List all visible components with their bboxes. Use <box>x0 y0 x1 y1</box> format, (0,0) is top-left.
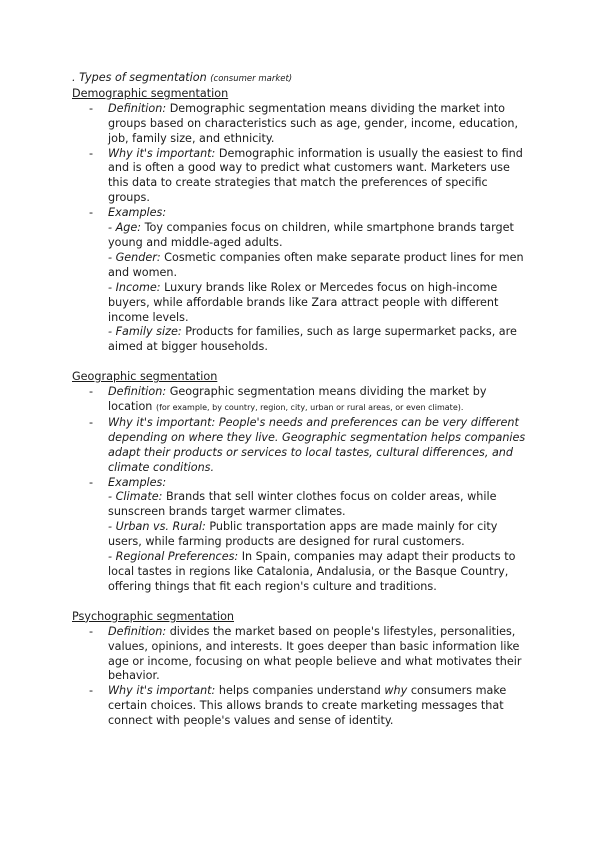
example-text: Brands that sell winter clothes focus on colder areas, while sunscreen brands target warmer climates. <box>108 490 497 519</box>
example-text: Products for families, such as large supermarket packs, are aimed at bigger households. <box>108 325 517 354</box>
example-gender <box>108 251 532 281</box>
why-emphasis: why <box>384 684 408 698</box>
bullet-dash: - <box>89 146 94 160</box>
example-text: Toy companies focus on children, while smartphone brands target young and middle-aged adults. <box>108 221 514 249</box>
psychographic-definition-item <box>72 625 532 685</box>
geographic-examples-item <box>72 476 532 595</box>
bullet-dash: - <box>89 385 94 399</box>
bullet-dash: - <box>89 475 94 489</box>
section-spacer <box>72 355 532 370</box>
demographic-examples-item <box>72 206 532 355</box>
example-text: Cosmetic companies often make separate product lines for men and women. <box>108 250 524 279</box>
document-title-main: . Types of segmentation <box>72 71 207 84</box>
document-page <box>72 71 532 729</box>
demographic-bullet-list <box>72 102 532 355</box>
why-text-part-1: helps companies understand <box>218 684 381 698</box>
example-income <box>108 281 532 326</box>
definition-text: Demographic segmentation means dividing the market into groups based on characteristics such as age, gender, income, education, job, family size, and ethnicity. <box>108 101 519 145</box>
document-title-note: (consumer market) <box>210 74 293 84</box>
bullet-dash: - <box>89 206 94 220</box>
definition-text: divides the market based on people's lifestyles, personalities, values, opinions, and interests. It goes deeper than basic information like age or income, focusing on what people believe and what motivates their behavior. <box>108 624 522 683</box>
example-text: In Spain, companies may adapt their products to local tastes in regions like Catalonia, Andalusia, or the Basque Country, offering things that fit each region's culture and traditions. <box>108 550 516 593</box>
definition-label: Definition: <box>108 101 167 115</box>
demographic-definition-item <box>72 102 532 147</box>
example-urban-rural <box>108 520 532 550</box>
why-text: Demographic information is usually the easiest to find and is often a good way to predict what customers want. Marketers use this data to create strategies that match the preferences of specific groups. <box>108 146 523 205</box>
examples-label: Examples: <box>108 206 167 220</box>
example-label: - Age: <box>108 221 141 235</box>
section-heading-geographic: Geographic segmentation <box>72 370 218 384</box>
psychographic-why-item <box>72 684 532 729</box>
example-age <box>108 221 532 251</box>
geographic-bullet-list <box>72 385 532 595</box>
why-label: Why it's important: <box>108 415 216 429</box>
why-text-part-2: consumers make certain choices. This allows brands to create marketing messages that connect with people's values and sense of identity. <box>108 684 507 728</box>
why-label: Why it's important: <box>108 684 216 698</box>
definition-text: Geographic segmentation means dividing the market by location <box>108 385 487 414</box>
section-heading-psychographic: Psychographic segmentation <box>72 609 235 623</box>
examples-label: Examples: <box>108 475 167 489</box>
why-label: Why it's important: <box>108 146 216 160</box>
bullet-dash: - <box>89 415 94 429</box>
example-label: - Income: <box>108 280 161 294</box>
example-text: Luxury brands like Rolex or Mercedes focus on high-income buyers, while affordable brands like Zara attract people with different income levels. <box>108 280 499 324</box>
example-label: - Urban vs. Rural: <box>108 520 206 534</box>
bullet-dash: - <box>89 624 94 638</box>
document-title <box>72 71 532 87</box>
example-label: - Gender: <box>108 250 161 264</box>
geographic-definition-item <box>72 385 532 416</box>
bullet-dash: - <box>89 101 94 115</box>
section-heading-demographic: Demographic segmentation <box>72 86 229 100</box>
example-family-size <box>108 325 532 355</box>
why-text: People's needs and preferences can be very different depending on where they live. Geographic segmentation helps companies adapt their products or services to local tastes, cultural differences, and climate conditions. <box>108 415 526 474</box>
example-regional-preferences <box>108 550 532 595</box>
definition-label: Definition: <box>108 624 167 638</box>
definition-note: (for example, by country, region, city, urban or rural areas, or even climate). <box>155 403 464 413</box>
example-label: - Regional Preferences: <box>108 550 239 564</box>
definition-label: Definition: <box>108 385 167 399</box>
psychographic-bullet-list <box>72 625 532 729</box>
example-label: - Family size: <box>108 325 182 339</box>
section-spacer <box>72 595 532 610</box>
bullet-dash: - <box>89 684 94 698</box>
example-label: - Climate: <box>108 490 163 504</box>
example-text: Public transportation apps are made mainly for city users, while farming products are designed for rural customers. <box>108 520 498 549</box>
geographic-why-item <box>72 416 532 476</box>
example-climate <box>108 490 532 520</box>
demographic-why-item <box>72 147 532 207</box>
